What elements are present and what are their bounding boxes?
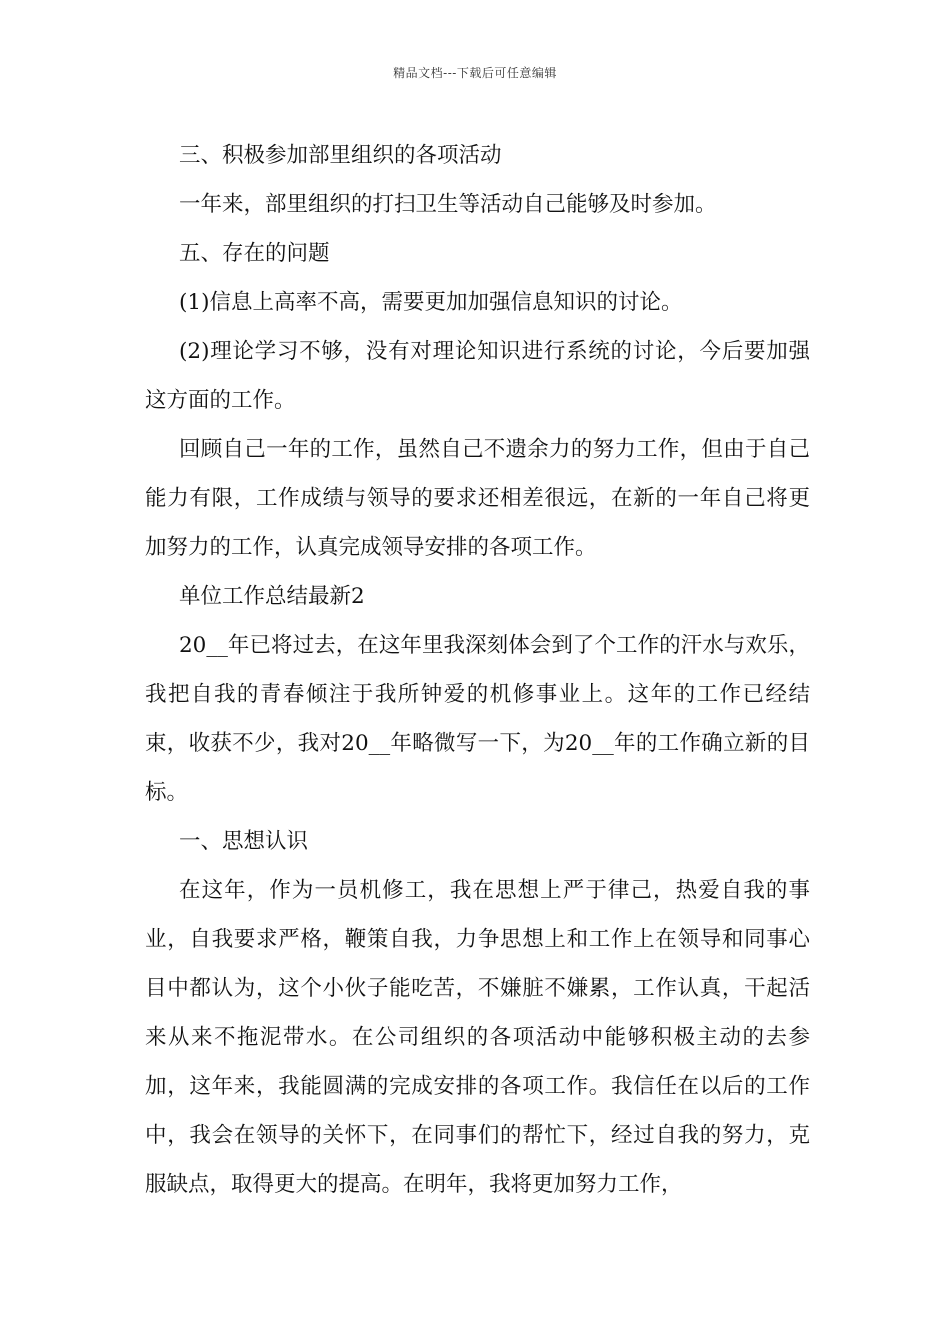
document-body bbox=[145, 131, 810, 1209]
paragraph-intro: 20__年已将过去，在这年里我深刻体会到了个工作的汗水与欢乐，我把自我的青春倾注于我所钟爱的机修事业上。这年的工作已经结束，收获不少，我对20__年略微写一下，为20__年的工作确立新的目标。 bbox=[145, 633, 810, 805]
paragraph-activities: 一年来，部里组织的打扫卫生等活动自己能够及时参加。 bbox=[179, 192, 717, 217]
section-heading-activities: 三、积极参加部里组织的各项活动 bbox=[179, 143, 502, 168]
document-header: 精品文档---下载后可任意编辑 bbox=[393, 66, 557, 80]
problem-item-2: (2)理论学习不够，没有对理论知识进行系统的讨论，今后要加强这方面的工作。 bbox=[145, 339, 810, 413]
section-title-summary-2: 单位工作总结最新2 bbox=[179, 584, 365, 609]
section-heading-problems: 五、存在的问题 bbox=[179, 241, 330, 266]
problem-item-1: (1)信息上高率不高，需要更加加强信息知识的讨论。 bbox=[179, 290, 683, 315]
section-heading-thought: 一、思想认识 bbox=[179, 829, 309, 854]
paragraph-thought: 在这年，作为一员机修工，我在思想上严于律己，热爱自我的事业，自我要求严格，鞭策自我，力争思想上和工作上在领导和同事心目中都认为，这个小伙子能吃苦，不嫌脏不嫌累，工作认真，干起活来从来不拖泥带水。在公司组织的各项活动中能够积极主动的去参加，这年来，我能圆满的完成安排的各项工作。我信任在以后的工作中，我会在领导的关怀下，在同事们的帮忙下，经过自我的努力，克服缺点，取得更大的提高。在明年，我将更加努力工作， bbox=[145, 878, 810, 1197]
paragraph-review: 回顾自己一年的工作，虽然自己不遗余力的努力工作，但由于自己能力有限，工作成绩与领导的要求还相差很远，在新的一年自己将更加努力的工作，认真完成领导安排的各项工作。 bbox=[145, 437, 810, 560]
